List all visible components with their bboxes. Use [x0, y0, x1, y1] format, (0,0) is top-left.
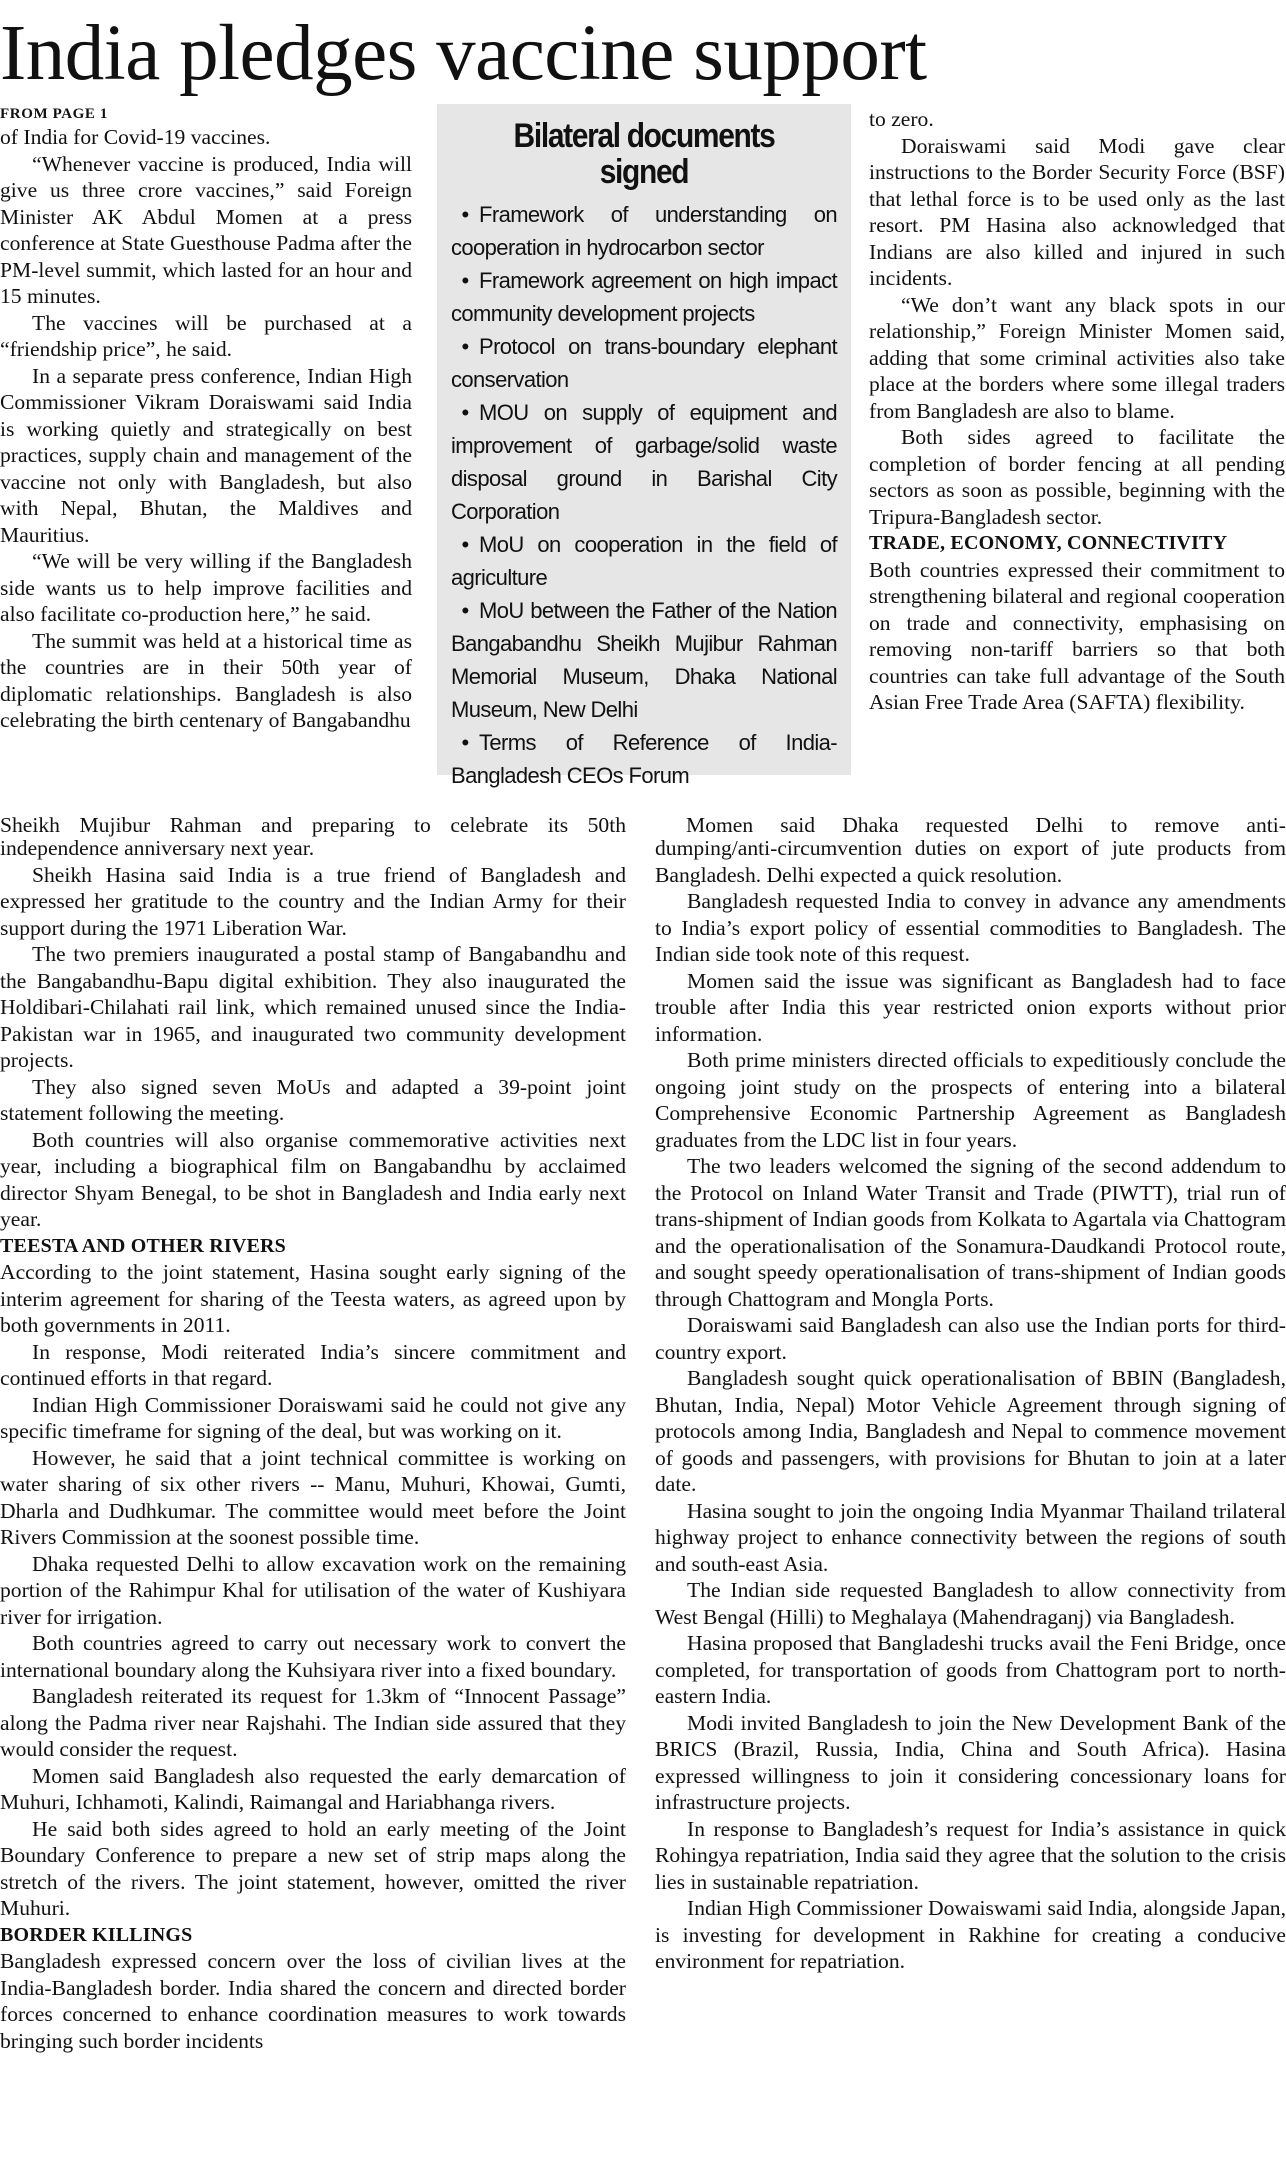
- column-bottom-left: [0, 835, 626, 2169]
- paragraph: Both prime ministers directed officials to expeditiously conclude the ongoing joint study on the prospects of entering into a bilateral Comprehensive Economic Partnership Agreement as Bangladesh graduates from the LDC list in four years.: [655, 1048, 1286, 1152]
- sidebar-item: [451, 330, 837, 396]
- paragraph: However, he said that a joint technical committee is working on water sharing of six other rivers -- Manu, Muhuri, Khowai, Gumti, Dharla and Dudhkumar. The committee would meet before the Joint Rivers Commission at the soonest possible time.: [0, 1445, 626, 1549]
- paragraph: Both countries will also organise commemorative activities next year, including a biographical film on Bangabandhu by acclaimed director Shyam Benegal, to be shot in Bangladesh and India early next year.: [0, 1127, 626, 1231]
- paragraph: Both countries expressed their commitment to strengthening bilateral and regional cooperation on trade and connectivity, emphasising on removing non-tariff barriers so that both countries can take full advantage of the South Asian Free Trade Area (SAFTA) flexibility.: [869, 557, 1285, 714]
- paragraph: The summit was held at a historical time as the countries are in their 50th year of diplomatic relationships. Bangladesh is also celebrating the birth centenary of Bangabandhu: [0, 628, 412, 732]
- sidebar-title: Bilateral documents signed: [513, 117, 775, 191]
- sidebar-item-text: MoU between the Father of the Nation Bangabandhu Sheikh Mujibur Rahman Memorial Museum, Dhaka National Museum, New Delhi: [451, 598, 837, 722]
- sidebar-item-text: Terms of Reference of India-Bangladesh CEOs Forum: [451, 730, 837, 788]
- headline: India pledges vaccine support: [0, 10, 927, 97]
- paragraph: Doraiswami said Modi gave clear instructions to the Border Security Force (BSF) that lethal force is to be used only as the last resort. PM Hasina also acknowledged that Indians are also killed and injured in such incidents.: [869, 133, 1285, 290]
- paragraph: “We don’t want any black spots in our relationship,” Foreign Minister Momen said, adding that some criminal activities also take place at the borders where some illegal traders from Bangladesh are also to blame.: [869, 292, 1285, 423]
- paragraph: In response, Modi reiterated India’s sincere commitment and continued efforts in that regard.: [0, 1339, 626, 1390]
- column-top-left: [0, 104, 412, 796]
- paragraph: Momen said the issue was significant as Bangladesh had to face trouble after India this year restricted onion exports without prior information.: [655, 968, 1286, 1046]
- sidebar-item: [451, 264, 837, 330]
- paragraph: Both countries agreed to carry out necessary work to convert the international boundary along the Kuhsiyara river into a fixed boundary.: [0, 1631, 626, 1682]
- paragraph: independence anniversary next year.: [0, 836, 315, 860]
- paragraph: The vaccines will be purchased at a “friendship price”, he said.: [0, 310, 412, 361]
- paragraph: According to the joint statement, Hasina sought early signing of the interim agreement for sharing of the Teesta waters, as agreed upon by both governments in 2011.: [0, 1260, 626, 1337]
- bullet-icon: •: [461, 598, 469, 623]
- paragraph: Bangladesh sought quick operationalisation of BBIN (Bangladesh, Bhutan, India, Nepal) Motor Vehicle Agreement through signing of protocols among India, Bangladesh and Nepal to commence movement of goods and passengers, with provisions for Bhutan to join at a later date.: [655, 1366, 1286, 1496]
- paragraph: Bangladesh requested India to convey in advance any amendments to India’s export policy of essential commodities to Bangladesh. The Indian side took note of this request.: [655, 889, 1286, 966]
- paragraph: The Indian side requested Bangladesh to allow connectivity from West Bengal (Hilli) to Meghalaya (Mahendraganj) via Bangladesh.: [655, 1578, 1286, 1629]
- sidebar-item: [451, 396, 837, 528]
- sidebar-item: [451, 726, 837, 792]
- bullet-icon: •: [461, 400, 469, 425]
- column-bottom-right: [655, 835, 1286, 2169]
- transition-lines: [0, 812, 1286, 837]
- section-heading: TRADE, ECONOMY, CONNECTIVITY: [869, 532, 1228, 554]
- sidebar-item: [451, 594, 837, 726]
- text-line: Momen said Dhaka requested Delhi to remove anti-: [686, 813, 1286, 837]
- paragraph: Modi invited Bangladesh to join the New Development Bank of the BRICS (Brazil, Russia, India, China and South Africa). Hasina expressed willingness to join it considering concessionary loans for infrastructure projects.: [655, 1710, 1286, 1814]
- paragraph: Doraiswami said Bangladesh can also use the Indian ports for third-country export.: [655, 1313, 1286, 1364]
- paragraph: The two premiers inaugurated a postal stamp of Bangabandhu and the Bangabandhu-Bapu digital exhibition. They also inaugurated the Holdibari-Chilahati rail link, which remained unused since the India-Pakistan war in 1965, and inaugurated two community development projects.: [0, 942, 626, 1072]
- section-heading: TEESTA AND OTHER RIVERS: [0, 1234, 286, 1257]
- sidebar-item: [451, 528, 837, 594]
- paragraph: Bangladesh reiterated its request for 1.3km of “Innocent Passage” along the Padma river near Rajshahi. The Indian side assured that they would consider the request.: [0, 1684, 626, 1761]
- paragraph: Hasina sought to join the ongoing India Myanmar Thailand trilateral highway project to enhance connectivity between the regions of south and south-east Asia.: [655, 1498, 1286, 1576]
- column-top-right: [869, 106, 1285, 812]
- paragraph: of India for Covid-19 vaccines.: [0, 125, 271, 149]
- bullet-icon: •: [461, 202, 469, 227]
- paragraph: Indian High Commissioner Dowaiswami said India, alongside Japan, is investing for development in Rakhine for creating a conducive environment for repatriation.: [655, 1896, 1286, 1973]
- paragraph: “Whenever vaccine is produced, India will give us three crore vaccines,” said Foreign Minister AK Abdul Momen at a press conference at State Guesthouse Padma after the PM-level summit, which lasted for an hour and 15 minutes.: [0, 151, 412, 308]
- paragraph: Both sides agreed to facilitate the completion of border fencing at all pending sectors as soon as possible, beginning with the Tripura-Bangladesh sector.: [869, 425, 1285, 529]
- bullet-icon: •: [461, 268, 469, 293]
- sidebar-item-text: MOU on supply of equipment and improvement of garbage/solid waste disposal ground in Barishal City Corporation: [451, 400, 837, 524]
- bullet-icon: •: [461, 730, 469, 755]
- text-line: Sheikh Mujibur Rahman and preparing to celebrate its 50th: [0, 813, 626, 837]
- bullet-icon: •: [461, 532, 469, 557]
- sidebar-item-text: Protocol on trans-boundary elephant conservation: [451, 334, 837, 392]
- paragraph: “We will be very willing if the Bangladesh side wants us to help improve facilities and also facilitate co-production here,” he said.: [0, 549, 412, 626]
- section-heading: BORDER KILLINGS: [0, 1923, 193, 1946]
- paragraph: Momen said Bangladesh also requested the early demarcation of Muhuri, Ichhamoti, Kalindi, Raimangal and Hariabhanga rivers.: [0, 1763, 626, 1814]
- paragraph: They also signed seven MoUs and adapted a 39-point joint statement following the meeting.: [0, 1074, 626, 1125]
- paragraph: He said both sides agreed to hold an early meeting of the Joint Boundary Conference to prepare a new set of strip maps along the stretch of the rivers. The joint statement, however, omitted the river Muhuri.: [0, 1816, 626, 1920]
- paragraph: Sheikh Hasina said India is a true friend of Bangladesh and expressed her gratitude to the country and the Indian Army for their support during the 1971 Liberation War.: [0, 862, 626, 940]
- paragraph: Indian High Commissioner Doraiswami said he could not give any specific timeframe for signing of the deal, but was working on it.: [0, 1392, 626, 1443]
- bullet-icon: •: [461, 334, 469, 359]
- sidebar-item-text: Framework of understanding on cooperation in hydrocarbon sector: [451, 202, 837, 260]
- paragraph: dumping/anti-circumvention duties on export of jute products from Bangladesh. Delhi expected a quick resolution.: [655, 836, 1286, 887]
- paragraph: Hasina proposed that Bangladeshi trucks avail the Feni Bridge, once completed, for transportation of goods from Chattogram port to north-eastern India.: [655, 1631, 1286, 1708]
- paragraph: Dhaka requested Delhi to allow excavation work on the remaining portion of the Rahimpur Khal for utilisation of the water of Kushiyara river for irrigation.: [0, 1551, 626, 1629]
- paragraph: Bangladesh expressed concern over the loss of civilian lives at the India-Bangladesh border. India shared the concern and directed border forces concerned to enhance coordination measures to work towards bringing such border incidents: [0, 1949, 626, 2053]
- sidebar-item-text: MoU on cooperation in the field of agriculture: [451, 532, 837, 590]
- paragraph: In response to Bangladesh’s request for India’s assistance in quick Rohingya repatriation, India said they agree that the solution to the crisis lies in sustainable repatriation.: [655, 1816, 1286, 1894]
- paragraph: In a separate press conference, Indian High Commissioner Vikram Doraiswami said India is working quietly and strategically on best practices, supply chain and management of the vaccine not only with Bangladesh, but also with Nepal, Bhutan, the Maldives and Mauritius.: [0, 363, 412, 547]
- paragraph: The two leaders welcomed the signing of the second addendum to the Protocol on Inland Water Transit and Trade (PIWTT), trial run of trans-shipment of Indian goods from Kolkata to Agartala via Chattogram and the operationalisation of the Sonamura-Daudkandi Protocol route, and sought speedy operationalisation of trans-shipment of Indian goods through Chattogram and Mongla Ports.: [655, 1154, 1286, 1311]
- sidebar-item: [451, 198, 837, 264]
- paragraph: to zero.: [869, 107, 934, 131]
- from-page-label: FROM PAGE 1: [0, 106, 108, 122]
- sidebar-item-text: Framework agreement on high impact community development projects: [451, 268, 837, 326]
- bilateral-documents-box: [437, 104, 851, 788]
